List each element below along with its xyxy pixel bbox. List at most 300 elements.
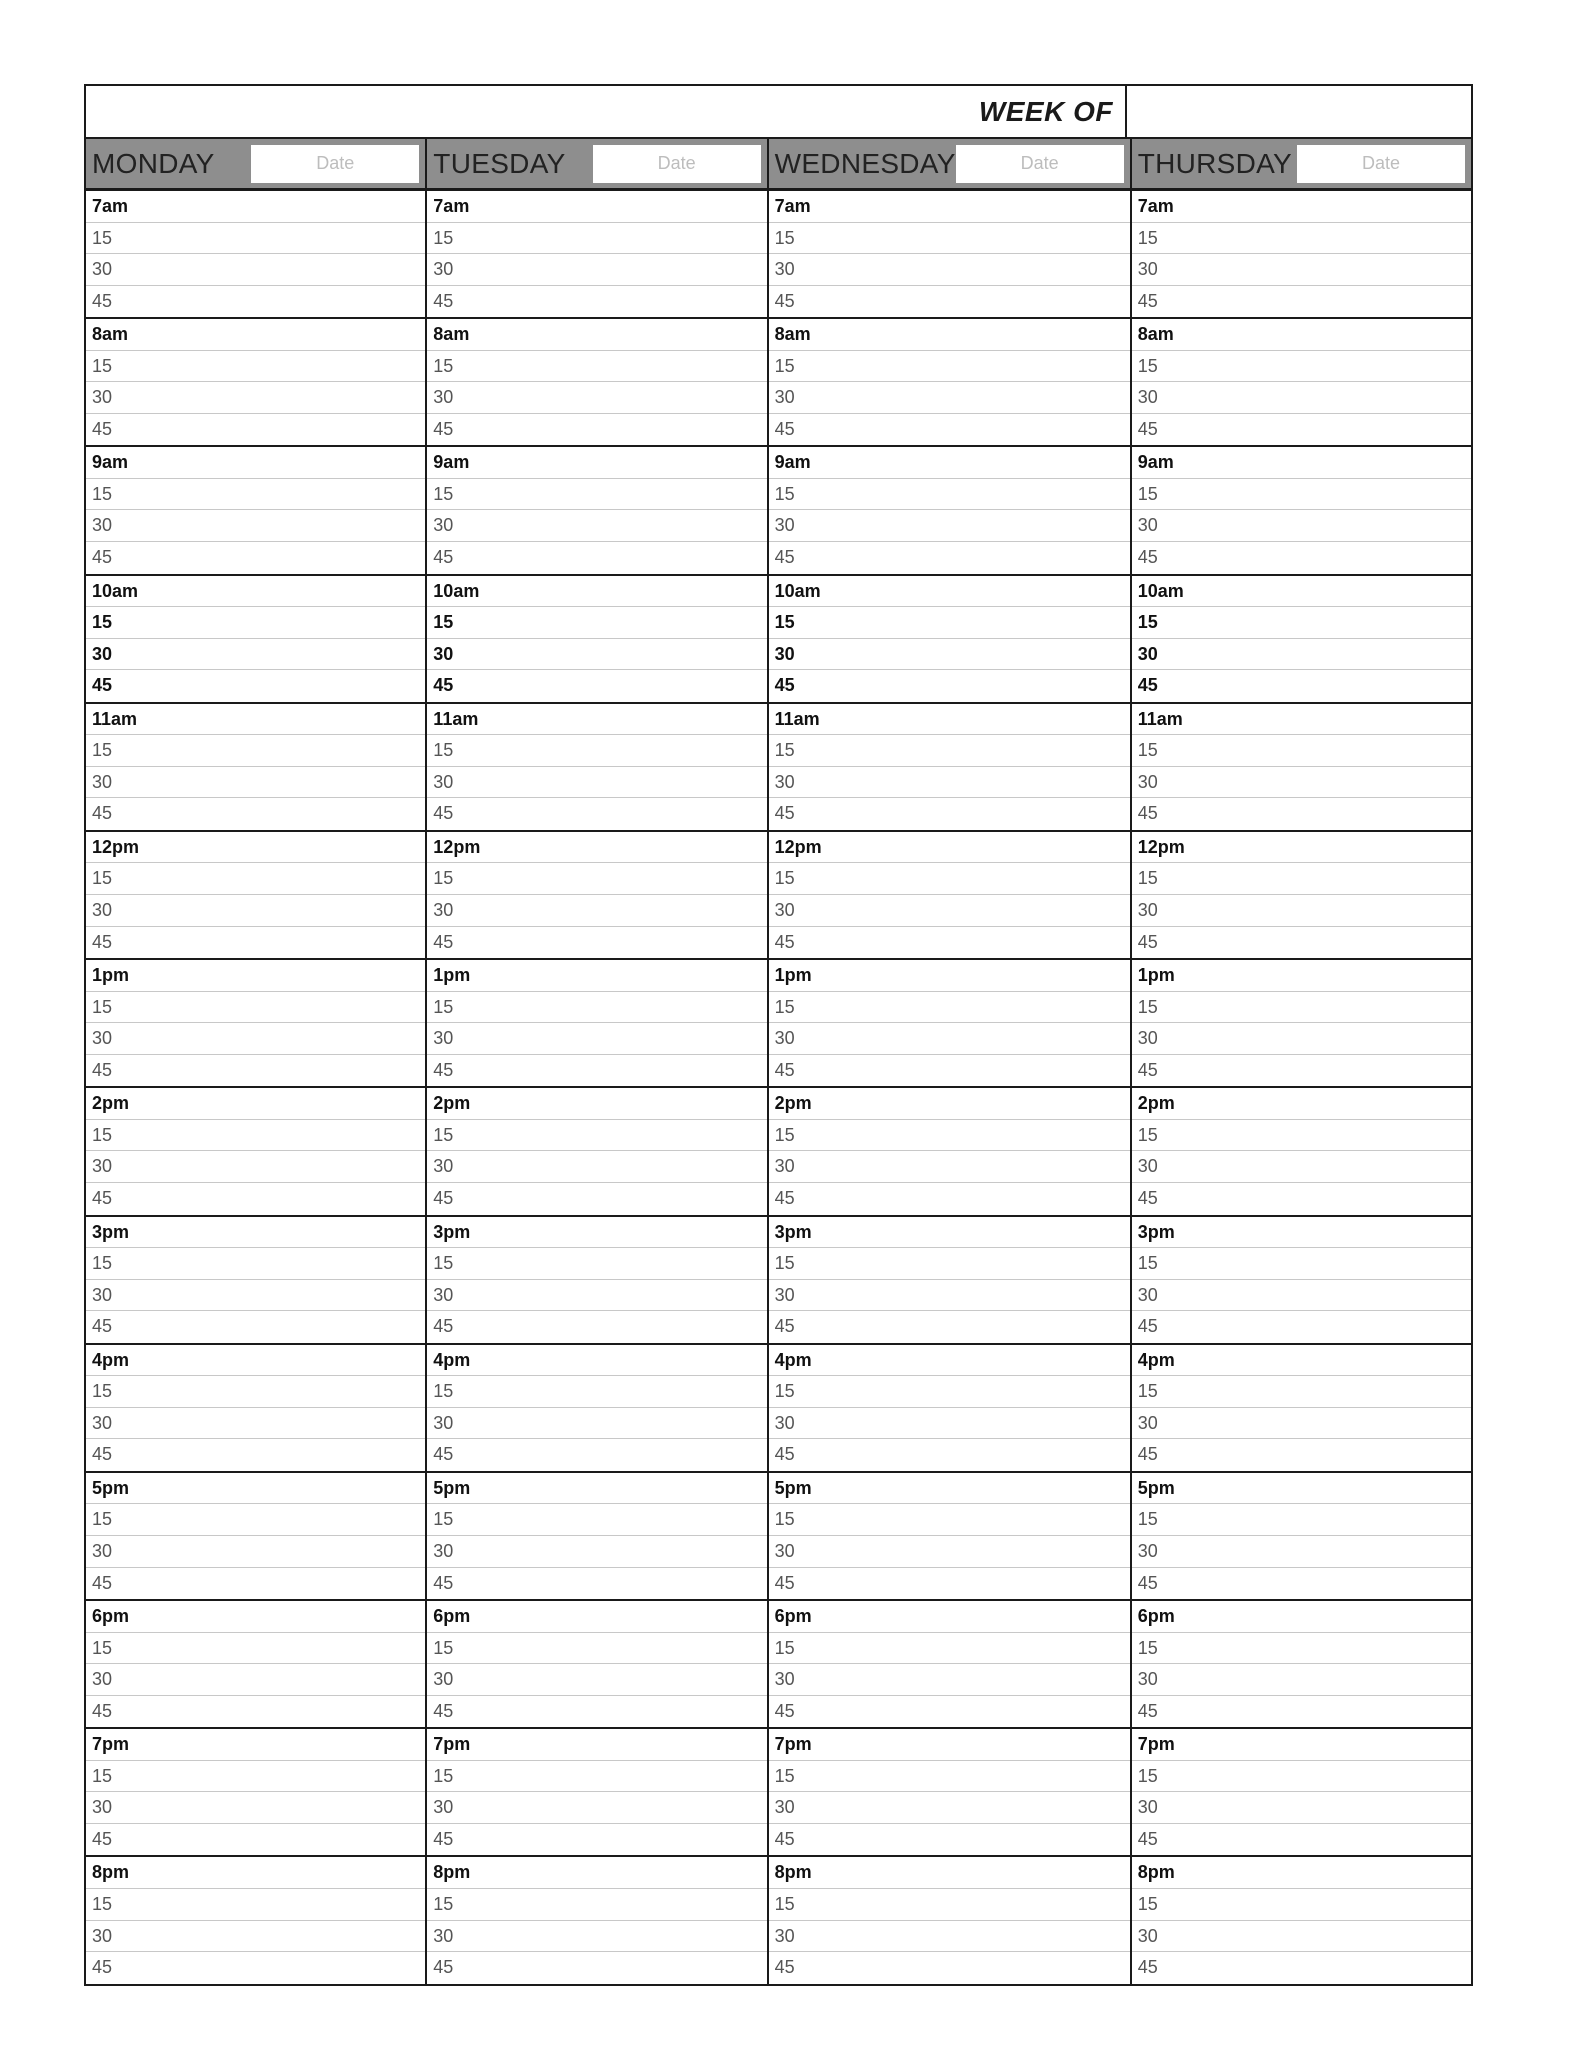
time-slot-quarter[interactable]: 30 [427, 1151, 766, 1183]
hour-block [427, 1473, 766, 1601]
time-slot-quarter[interactable]: 45 [92, 547, 113, 568]
hour-block [86, 191, 425, 319]
time-slot-quarter[interactable]: 45 [92, 1957, 113, 1978]
time-slot-quarter[interactable]: 45 [1137, 1828, 1158, 1849]
time-slot-quarter[interactable]: 15 [427, 992, 766, 1024]
time-slot-quarter[interactable]: 45 [1137, 931, 1158, 952]
time-slot-quarter[interactable]: 15 [427, 1761, 766, 1793]
time-slot-quarter[interactable]: 45 [1137, 1444, 1158, 1465]
time-slot-quarter[interactable]: 15 [86, 735, 425, 767]
time-slot-quarter[interactable]: 30 [769, 254, 1130, 286]
time-slot-quarter[interactable]: 45 [433, 547, 454, 568]
time-slot-quarter[interactable]: 15 [1132, 351, 1471, 383]
week-of-field[interactable] [1127, 86, 1471, 137]
time-slot-hour[interactable]: 8pm [86, 1857, 425, 1889]
hour-block [427, 319, 766, 447]
week-of-label-cell [86, 86, 1127, 137]
week-of-label: WEEK OF [978, 95, 1113, 127]
time-slot-hour[interactable]: 8am [1132, 319, 1471, 351]
time-slot-quarter[interactable]: 15 [427, 607, 766, 639]
time-slot-hour[interactable]: 12pm [86, 832, 425, 864]
time-slot-quarter[interactable]: 45 [774, 418, 795, 439]
time-slot-quarter[interactable]: 15 [1132, 1761, 1471, 1793]
time-slot-quarter[interactable]: 15 [427, 1120, 766, 1152]
hour-block [1132, 1345, 1471, 1473]
time-slot-quarter[interactable]: 30 [86, 1792, 425, 1824]
time-slot-quarter[interactable]: 15 [427, 223, 766, 255]
time-slot-quarter[interactable]: 45 [1137, 290, 1158, 311]
time-slot-quarter[interactable]: 15 [769, 1889, 1130, 1921]
time-slot-quarter[interactable]: 15 [86, 992, 425, 1024]
weekly-planner [84, 84, 1473, 1986]
time-slot-quarter[interactable]: 45 [1137, 1700, 1158, 1721]
time-slot-hour[interactable]: 10am [86, 576, 425, 608]
time-slot-quarter[interactable]: 45 [92, 1187, 113, 1208]
time-slot-quarter[interactable]: 30 [427, 510, 766, 542]
day-header [1132, 139, 1471, 191]
time-slot-quarter[interactable]: 30 [86, 1408, 425, 1440]
hour-block [769, 1473, 1130, 1601]
time-slot-hour[interactable]: 5pm [1132, 1473, 1471, 1505]
day-column-monday [86, 139, 427, 1984]
time-slot-hour[interactable]: 12pm [1132, 832, 1471, 864]
time-slot-quarter[interactable]: 30 [427, 382, 766, 414]
time-slot-quarter[interactable]: 45 [1137, 1059, 1158, 1080]
hour-block [769, 1088, 1130, 1216]
hour-block [769, 832, 1130, 960]
time-slot-quarter[interactable]: 15 [1132, 1504, 1471, 1536]
time-slot-quarter[interactable]: 30 [769, 1921, 1130, 1953]
time-slot-quarter[interactable]: 30 [427, 1921, 766, 1953]
time-slot-quarter[interactable]: 30 [1132, 1536, 1471, 1568]
time-slot-quarter[interactable]: 45 [433, 1572, 454, 1593]
hour-block [769, 191, 1130, 319]
hour-block [1132, 447, 1471, 575]
time-slot-hour[interactable]: 1pm [769, 960, 1130, 992]
time-slot-quarter[interactable]: 15 [769, 1761, 1130, 1793]
time-slot-hour[interactable]: 8pm [427, 1857, 766, 1889]
day-column-tuesday [427, 139, 768, 1984]
week-of-row [86, 86, 1471, 139]
hour-block [1132, 319, 1471, 447]
time-slot-hour[interactable]: 6pm [1132, 1601, 1471, 1633]
time-slot-quarter[interactable]: 30 [427, 767, 766, 799]
time-slot-hour[interactable]: 6pm [86, 1601, 425, 1633]
time-slot-quarter[interactable]: 30 [1132, 1792, 1471, 1824]
time-slot-quarter[interactable]: 30 [769, 1280, 1130, 1312]
time-slot-quarter[interactable]: 45 [1137, 547, 1158, 568]
time-slot-hour[interactable]: 5pm [86, 1473, 425, 1505]
time-slot-quarter[interactable]: 45 [433, 290, 454, 311]
time-slot-hour[interactable]: 7pm [1132, 1729, 1471, 1761]
time-slot-quarter[interactable]: 30 [86, 895, 425, 927]
time-slot-hour[interactable]: 2pm [86, 1088, 425, 1120]
hour-block [769, 1345, 1130, 1473]
hour-block [1132, 1088, 1471, 1216]
hour-block [1132, 1217, 1471, 1345]
time-slot-quarter[interactable]: 45 [433, 1059, 454, 1080]
day-column-wednesday [769, 139, 1132, 1984]
day-column-thursday [1132, 139, 1471, 1984]
time-slot-quarter[interactable]: 15 [86, 607, 425, 639]
time-slot-hour[interactable]: 12pm [769, 832, 1130, 864]
time-slot-hour[interactable]: 10am [769, 576, 1130, 608]
time-slot-hour[interactable]: 1pm [427, 960, 766, 992]
time-slot-quarter[interactable]: 15 [427, 1248, 766, 1280]
time-slot-quarter[interactable]: 45 [1137, 803, 1158, 824]
time-slot-quarter[interactable]: 15 [769, 992, 1130, 1024]
time-slot-quarter[interactable]: 30 [1132, 1151, 1471, 1183]
time-slot-quarter[interactable]: 45 [92, 1059, 113, 1080]
time-slot-quarter[interactable]: 45 [433, 803, 454, 824]
time-slot-quarter[interactable]: 45 [774, 547, 795, 568]
hour-block [86, 1729, 425, 1857]
time-slot-quarter[interactable]: 45 [433, 1316, 454, 1337]
time-slot-quarter[interactable]: 45 [1137, 1187, 1158, 1208]
time-slot-quarter[interactable]: 30 [769, 382, 1130, 414]
hour-block [86, 1088, 425, 1216]
time-slot-quarter[interactable]: 30 [86, 1536, 425, 1568]
hour-block [1132, 191, 1471, 319]
time-slot-quarter[interactable]: 30 [1132, 510, 1471, 542]
time-slot-quarter[interactable]: 15 [427, 735, 766, 767]
time-slot-quarter[interactable]: 15 [1132, 1889, 1471, 1921]
time-slot-quarter[interactable]: 45 [774, 803, 795, 824]
time-slot-hour[interactable]: 11am [1132, 704, 1471, 736]
time-slot-quarter[interactable]: 45 [774, 675, 795, 696]
hour-block [1132, 1601, 1471, 1729]
time-slot-quarter[interactable]: 15 [86, 1376, 425, 1408]
time-slot-hour[interactable]: 4pm [769, 1345, 1130, 1377]
time-slot-hour[interactable]: 7pm [86, 1729, 425, 1761]
hour-block [427, 832, 766, 960]
date-field[interactable] [1297, 145, 1465, 183]
time-slot-hour[interactable]: 7am [86, 191, 425, 223]
time-slot-quarter[interactable]: 45 [1137, 1316, 1158, 1337]
time-slot-quarter[interactable]: 30 [86, 767, 425, 799]
day-header [769, 139, 1130, 191]
time-slot-quarter[interactable]: 15 [86, 479, 425, 511]
day-header [427, 139, 766, 191]
time-slot-hour[interactable]: 5pm [769, 1473, 1130, 1505]
time-slot-quarter[interactable]: 45 [433, 1828, 454, 1849]
time-slot-quarter[interactable]: 45 [774, 1572, 795, 1593]
time-slot-quarter[interactable]: 15 [769, 863, 1130, 895]
time-slot-quarter[interactable]: 45 [92, 1828, 113, 1849]
time-slot-quarter[interactable]: 45 [433, 1957, 454, 1978]
hour-block [86, 832, 425, 960]
time-slot-quarter[interactable]: 30 [769, 1664, 1130, 1696]
hour-block [427, 447, 766, 575]
time-slot-quarter[interactable]: 30 [427, 1792, 766, 1824]
hour-block [86, 1217, 425, 1345]
time-slot-quarter[interactable]: 45 [774, 1828, 795, 1849]
hour-block [769, 1729, 1130, 1857]
time-slot-hour[interactable]: 2pm [427, 1088, 766, 1120]
time-slot-quarter[interactable]: 30 [427, 895, 766, 927]
time-slot-hour[interactable]: 11am [86, 704, 425, 736]
time-slot-quarter[interactable]: 30 [1132, 382, 1471, 414]
time-slot-quarter[interactable]: 45 [774, 1187, 795, 1208]
hour-block [769, 1857, 1130, 1983]
date-field[interactable] [251, 145, 419, 183]
time-slot-quarter[interactable]: 45 [1137, 675, 1158, 696]
hour-block [769, 319, 1130, 447]
hour-block [86, 1345, 425, 1473]
time-slot-quarter[interactable]: 30 [769, 895, 1130, 927]
time-slot-quarter[interactable]: 15 [769, 479, 1130, 511]
day-name: WEDNESDAY [774, 147, 956, 179]
time-slot-hour[interactable]: 7am [769, 191, 1130, 223]
time-slot-hour[interactable]: 12pm [427, 832, 766, 864]
hour-block [427, 1857, 766, 1983]
time-slot-hour[interactable]: 1pm [1132, 960, 1471, 992]
time-slot-quarter[interactable]: 30 [86, 510, 425, 542]
hour-block [769, 960, 1130, 1088]
time-slot-quarter[interactable]: 15 [427, 1504, 766, 1536]
time-slot-quarter[interactable]: 30 [86, 1921, 425, 1953]
time-slot-quarter[interactable]: 15 [1132, 735, 1471, 767]
hour-block [769, 447, 1130, 575]
date-field[interactable] [593, 145, 761, 183]
time-slot-quarter[interactable]: 45 [774, 931, 795, 952]
hour-block [1132, 576, 1471, 704]
time-slot-quarter[interactable]: 30 [769, 639, 1130, 671]
time-slot-hour[interactable]: 8am [769, 319, 1130, 351]
hour-block [427, 576, 766, 704]
time-slot-quarter[interactable]: 15 [86, 1120, 425, 1152]
time-slot-quarter[interactable]: 15 [1132, 479, 1471, 511]
time-slot-quarter[interactable]: 15 [86, 223, 425, 255]
time-slot-quarter[interactable]: 15 [769, 1633, 1130, 1665]
time-slot-quarter[interactable]: 45 [774, 1059, 795, 1080]
time-slot-quarter[interactable]: 45 [433, 418, 454, 439]
time-slot-quarter[interactable]: 15 [1132, 1633, 1471, 1665]
hour-block [86, 447, 425, 575]
time-slot-quarter[interactable]: 15 [769, 223, 1130, 255]
day-name: MONDAY [92, 147, 215, 179]
time-slot-quarter[interactable]: 30 [1132, 639, 1471, 671]
hour-block [769, 1601, 1130, 1729]
hour-block [769, 576, 1130, 704]
time-slot-quarter[interactable]: 45 [774, 1316, 795, 1337]
time-slot-quarter[interactable]: 15 [769, 607, 1130, 639]
time-slot-quarter[interactable]: 15 [427, 863, 766, 895]
time-slot-hour[interactable]: 7am [427, 191, 766, 223]
time-slot-quarter[interactable]: 30 [1132, 1664, 1471, 1696]
time-slot-quarter[interactable]: 30 [1132, 254, 1471, 286]
time-slot-hour[interactable]: 7am [1132, 191, 1471, 223]
time-slot-quarter[interactable]: 30 [427, 1536, 766, 1568]
time-slot-quarter[interactable]: 45 [92, 1572, 113, 1593]
time-slot-quarter[interactable]: 15 [769, 351, 1130, 383]
time-slot-quarter[interactable]: 45 [433, 1700, 454, 1721]
time-slot-hour[interactable]: 8pm [769, 1857, 1130, 1889]
time-slot-quarter[interactable]: 15 [427, 351, 766, 383]
time-slot-quarter[interactable]: 45 [92, 675, 113, 696]
time-slot-quarter[interactable]: 15 [86, 1761, 425, 1793]
time-slot-hour[interactable]: 6pm [427, 1601, 766, 1633]
time-slot-quarter[interactable]: 30 [1132, 1280, 1471, 1312]
time-slot-quarter[interactable]: 15 [86, 351, 425, 383]
time-slot-hour[interactable]: 1pm [86, 960, 425, 992]
hour-block [86, 960, 425, 1088]
time-slot-quarter[interactable]: 45 [774, 1444, 795, 1465]
time-slot-hour[interactable]: 11am [427, 704, 766, 736]
time-slot-quarter[interactable]: 15 [427, 479, 766, 511]
time-slot-quarter[interactable]: 45 [433, 1187, 454, 1208]
time-slot-hour[interactable]: 9am [1132, 447, 1471, 479]
date-field[interactable] [956, 145, 1124, 183]
hour-block [1132, 832, 1471, 960]
time-slot-hour[interactable]: 9am [427, 447, 766, 479]
hour-block [427, 1729, 766, 1857]
time-slot-hour[interactable]: 2pm [1132, 1088, 1471, 1120]
time-slot-quarter[interactable]: 30 [427, 639, 766, 671]
time-slot-quarter[interactable]: 30 [427, 1664, 766, 1696]
time-slot-quarter[interactable]: 15 [86, 1248, 425, 1280]
time-slot-quarter[interactable]: 45 [92, 931, 113, 952]
time-slot-hour[interactable]: 7pm [427, 1729, 766, 1761]
hour-block [86, 319, 425, 447]
time-slot-quarter[interactable]: 30 [769, 510, 1130, 542]
time-slot-hour[interactable]: 7pm [769, 1729, 1130, 1761]
time-slot-quarter[interactable]: 30 [427, 1023, 766, 1055]
time-slot-quarter[interactable]: 30 [86, 1280, 425, 1312]
time-slot-quarter[interactable]: 45 [92, 418, 113, 439]
time-slot-quarter[interactable]: 30 [1132, 895, 1471, 927]
time-slot-quarter[interactable]: 15 [427, 1376, 766, 1408]
hour-block [1132, 1729, 1471, 1857]
hour-block [769, 1217, 1130, 1345]
hour-block [427, 704, 766, 832]
time-slot-quarter[interactable]: 45 [774, 290, 795, 311]
time-slot-quarter[interactable]: 30 [769, 1023, 1130, 1055]
time-slot-quarter[interactable]: 45 [433, 931, 454, 952]
time-slot-hour[interactable]: 4pm [427, 1345, 766, 1377]
time-slot-quarter[interactable]: 30 [86, 1023, 425, 1055]
time-slot-quarter[interactable]: 30 [1132, 1023, 1471, 1055]
time-slot-quarter[interactable]: 15 [427, 1633, 766, 1665]
time-slot-quarter[interactable]: 30 [769, 1408, 1130, 1440]
time-slot-quarter[interactable]: 45 [433, 675, 454, 696]
time-slot-quarter[interactable]: 45 [92, 290, 113, 311]
time-slot-quarter[interactable]: 45 [1137, 1572, 1158, 1593]
time-slot-quarter[interactable]: 30 [427, 1408, 766, 1440]
time-slot-quarter[interactable]: 15 [769, 1376, 1130, 1408]
time-slot-quarter[interactable]: 45 [92, 1316, 113, 1337]
time-slot-quarter[interactable]: 30 [1132, 767, 1471, 799]
day-name: TUESDAY [433, 147, 566, 179]
hour-block [86, 576, 425, 704]
time-slot-quarter[interactable]: 45 [1137, 1957, 1158, 1978]
time-slot-quarter[interactable]: 15 [86, 863, 425, 895]
time-slot-hour[interactable]: 3pm [769, 1217, 1130, 1249]
time-slot-quarter[interactable]: 45 [774, 1957, 795, 1978]
time-slot-quarter[interactable]: 45 [1137, 418, 1158, 439]
hour-block [427, 1088, 766, 1216]
hour-block [1132, 1857, 1471, 1983]
day-columns [86, 139, 1471, 1984]
time-slot-hour[interactable]: 3pm [86, 1217, 425, 1249]
hour-block [86, 1473, 425, 1601]
time-slot-quarter[interactable]: 15 [1132, 223, 1471, 255]
time-slot-quarter[interactable]: 30 [86, 382, 425, 414]
time-slot-hour[interactable]: 10am [1132, 576, 1471, 608]
time-slot-quarter[interactable]: 45 [92, 1444, 113, 1465]
time-slot-quarter[interactable]: 30 [1132, 1921, 1471, 1953]
time-slot-quarter[interactable]: 30 [769, 767, 1130, 799]
hour-block [1132, 1473, 1471, 1601]
time-slot-quarter[interactable]: 15 [1132, 1376, 1471, 1408]
time-slot-quarter[interactable]: 15 [769, 1248, 1130, 1280]
time-slot-hour[interactable]: 4pm [1132, 1345, 1471, 1377]
hour-block [86, 1601, 425, 1729]
time-slot-hour[interactable]: 9am [86, 447, 425, 479]
time-slot-quarter[interactable]: 30 [86, 254, 425, 286]
time-slot-quarter[interactable]: 15 [1132, 863, 1471, 895]
time-slot-quarter[interactable]: 15 [86, 1633, 425, 1665]
time-slot-hour[interactable]: 6pm [769, 1601, 1130, 1633]
hour-block [427, 960, 766, 1088]
hour-block [1132, 704, 1471, 832]
time-slot-quarter[interactable]: 15 [1132, 1248, 1471, 1280]
time-slot-hour[interactable]: 9am [769, 447, 1130, 479]
time-slot-quarter[interactable]: 45 [774, 1700, 795, 1721]
time-slot-quarter[interactable]: 30 [769, 1151, 1130, 1183]
time-slot-quarter[interactable]: 15 [1132, 1120, 1471, 1152]
time-slot-hour[interactable]: 8am [427, 319, 766, 351]
time-slot-quarter[interactable]: 15 [769, 1120, 1130, 1152]
time-slot-hour[interactable]: 8pm [1132, 1857, 1471, 1889]
time-slot-quarter[interactable]: 45 [433, 1444, 454, 1465]
time-slot-hour[interactable]: 3pm [1132, 1217, 1471, 1249]
time-slot-quarter[interactable]: 30 [86, 1151, 425, 1183]
time-slot-quarter[interactable]: 15 [769, 735, 1130, 767]
hour-block [86, 1857, 425, 1983]
hour-block [427, 191, 766, 319]
time-slot-quarter[interactable]: 45 [92, 1700, 113, 1721]
time-slot-quarter[interactable]: 15 [86, 1889, 425, 1921]
day-name: THURSDAY [1137, 147, 1293, 179]
time-slot-hour[interactable]: 2pm [769, 1088, 1130, 1120]
time-slot-quarter[interactable]: 15 [769, 1504, 1130, 1536]
time-slot-quarter[interactable]: 30 [1132, 1408, 1471, 1440]
time-slot-hour[interactable]: 10am [427, 576, 766, 608]
time-slot-quarter[interactable]: 45 [92, 803, 113, 824]
hour-block [769, 704, 1130, 832]
hour-block [427, 1217, 766, 1345]
time-slot-quarter[interactable]: 30 [769, 1536, 1130, 1568]
time-slot-quarter[interactable]: 30 [86, 639, 425, 671]
time-slot-hour[interactable]: 4pm [86, 1345, 425, 1377]
time-slot-hour[interactable]: 11am [769, 704, 1130, 736]
time-slot-quarter[interactable]: 15 [1132, 607, 1471, 639]
time-slot-quarter[interactable]: 15 [1132, 992, 1471, 1024]
time-slot-hour[interactable]: 5pm [427, 1473, 766, 1505]
time-slot-quarter[interactable]: 30 [427, 1280, 766, 1312]
time-slot-quarter[interactable]: 30 [86, 1664, 425, 1696]
time-slot-hour[interactable]: 3pm [427, 1217, 766, 1249]
day-header [86, 139, 425, 191]
time-slot-quarter[interactable]: 30 [427, 254, 766, 286]
time-slot-quarter[interactable]: 15 [86, 1504, 425, 1536]
hour-block [1132, 960, 1471, 1088]
time-slot-quarter[interactable]: 30 [769, 1792, 1130, 1824]
time-slot-quarter[interactable]: 15 [427, 1889, 766, 1921]
time-slot-hour[interactable]: 8am [86, 319, 425, 351]
hour-block [427, 1345, 766, 1473]
